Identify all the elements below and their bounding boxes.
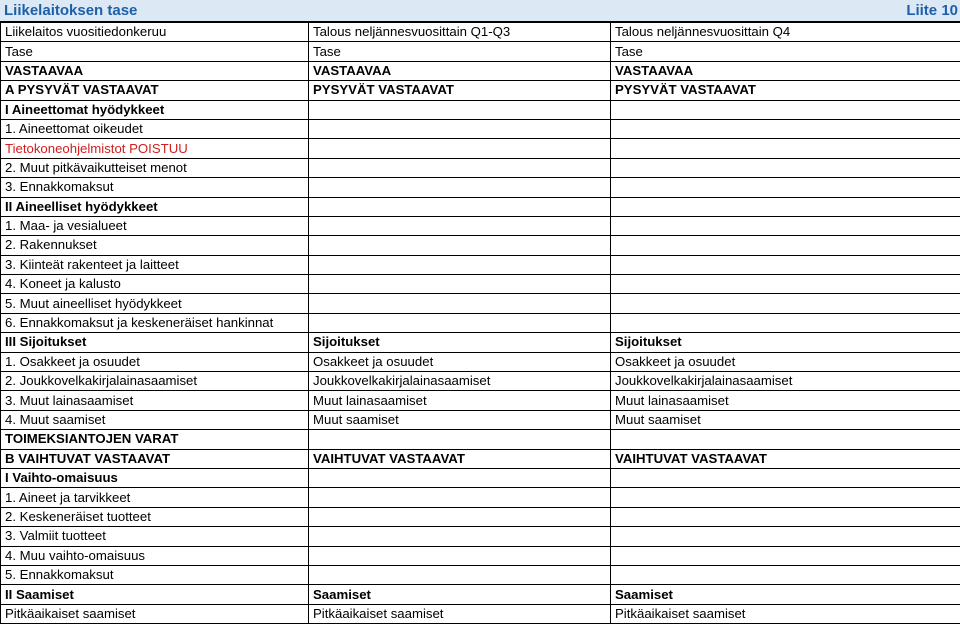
table-row xyxy=(1,430,960,449)
table-cell[interactable] xyxy=(309,119,611,138)
table-cell[interactable]: Talous neljännesvuosittain Q4 xyxy=(611,23,960,42)
table-cell[interactable]: 4. Koneet ja kalusto xyxy=(1,275,309,294)
table-cell[interactable]: Osakkeet ja osuudet xyxy=(309,352,611,371)
table-cell[interactable]: 3. Muut lainasaamiset xyxy=(1,391,309,410)
table-cell[interactable]: I Aineettomat hyödykkeet xyxy=(1,100,309,119)
table-row xyxy=(1,391,960,410)
table-cell[interactable] xyxy=(309,294,611,313)
table-cell[interactable]: Tase xyxy=(309,42,611,61)
table-cell[interactable] xyxy=(611,468,960,487)
table-cell[interactable]: Muut lainasaamiset xyxy=(309,391,611,410)
table-cell[interactable]: 4. Muu vaihto-omaisuus xyxy=(1,546,309,565)
table-row xyxy=(1,468,960,487)
table-cell[interactable] xyxy=(309,507,611,526)
table-cell[interactable]: 1. Aineet ja tarvikkeet xyxy=(1,488,309,507)
table-row xyxy=(1,604,960,623)
table-cell[interactable]: Pitkäaikaiset saamiset xyxy=(1,604,309,623)
table-cell[interactable]: VAIHTUVAT VASTAAVAT xyxy=(611,449,960,468)
table-row xyxy=(1,488,960,507)
table-cell[interactable]: 1. Maa- ja vesialueet xyxy=(1,216,309,235)
table-cell[interactable]: Sijoitukset xyxy=(309,333,611,352)
table-cell[interactable]: 3. Ennakkomaksut xyxy=(1,178,309,197)
table-row xyxy=(1,81,960,100)
table-cell[interactable]: 5. Muut aineelliset hyödykkeet xyxy=(1,294,309,313)
table-cell[interactable] xyxy=(611,100,960,119)
table-cell[interactable]: 2. Joukkovelkakirjalainasaamiset xyxy=(1,372,309,391)
table-row xyxy=(1,178,960,197)
table-row xyxy=(1,42,960,61)
table-cell[interactable] xyxy=(309,139,611,158)
table-cell[interactable]: II Saamiset xyxy=(1,585,309,604)
table-row xyxy=(1,352,960,371)
table-row xyxy=(1,197,960,216)
table-row xyxy=(1,100,960,119)
balance-sheet-table xyxy=(0,22,960,624)
table-cell[interactable] xyxy=(611,236,960,255)
table-row xyxy=(1,372,960,391)
table-cell[interactable]: Joukkovelkakirjalainasaamiset xyxy=(611,372,960,391)
table-body xyxy=(1,23,960,624)
table-row xyxy=(1,546,960,565)
table-row xyxy=(1,158,960,177)
table-row xyxy=(1,275,960,294)
table-cell[interactable] xyxy=(611,158,960,177)
table-cell[interactable] xyxy=(309,236,611,255)
table-row xyxy=(1,119,960,138)
table-cell[interactable] xyxy=(309,488,611,507)
table-cell[interactable]: Pitkäaikaiset saamiset xyxy=(309,604,611,623)
table-row xyxy=(1,23,960,42)
table-row xyxy=(1,236,960,255)
table-row xyxy=(1,410,960,429)
table-cell[interactable]: Talous neljännesvuosittain Q1-Q3 xyxy=(309,23,611,42)
table-cell[interactable]: 1. Aineettomat oikeudet xyxy=(1,119,309,138)
table-cell[interactable] xyxy=(611,294,960,313)
table-cell[interactable]: Joukkovelkakirjalainasaamiset xyxy=(309,372,611,391)
table-row xyxy=(1,565,960,584)
table-cell[interactable]: Pitkäaikaiset saamiset xyxy=(611,604,960,623)
sheet-header xyxy=(0,0,960,22)
table-row xyxy=(1,139,960,158)
table-cell[interactable] xyxy=(611,178,960,197)
sheet-title: Liikelaitoksen tase xyxy=(4,2,138,19)
table-cell[interactable] xyxy=(309,313,611,332)
table-cell[interactable]: B VAIHTUVAT VASTAAVAT xyxy=(1,449,309,468)
table-cell[interactable] xyxy=(611,275,960,294)
table-cell[interactable]: Liikelaitos vuositiedonkeruu xyxy=(1,23,309,42)
table-cell[interactable] xyxy=(309,546,611,565)
table-cell[interactable]: VASTAAVAA xyxy=(611,61,960,80)
table-row xyxy=(1,313,960,332)
table-cell[interactable]: 6. Ennakkomaksut ja keskeneräiset hankinnat xyxy=(1,313,309,332)
table-cell[interactable]: Muut saamiset xyxy=(309,410,611,429)
table-row xyxy=(1,585,960,604)
table-cell[interactable]: 3. Valmiit tuotteet xyxy=(1,527,309,546)
table-cell[interactable] xyxy=(611,313,960,332)
table-cell[interactable] xyxy=(611,527,960,546)
table-cell[interactable]: A PYSYVÄT VASTAAVAT xyxy=(1,81,309,100)
table-cell[interactable]: PYSYVÄT VASTAAVAT xyxy=(309,81,611,100)
table-row xyxy=(1,216,960,235)
table-cell[interactable]: PYSYVÄT VASTAAVAT xyxy=(611,81,960,100)
table-cell[interactable] xyxy=(309,178,611,197)
table-row xyxy=(1,255,960,274)
table-cell[interactable]: 2. Muut pitkävaikutteiset menot xyxy=(1,158,309,177)
table-row xyxy=(1,507,960,526)
table-cell[interactable]: Osakkeet ja osuudet xyxy=(611,352,960,371)
table-cell[interactable]: VASTAAVAA xyxy=(309,61,611,80)
table-cell[interactable]: Muut lainasaamiset xyxy=(611,391,960,410)
table-cell[interactable]: III Sijoitukset xyxy=(1,333,309,352)
table-cell[interactable] xyxy=(611,546,960,565)
table-cell[interactable] xyxy=(309,100,611,119)
table-cell[interactable] xyxy=(309,275,611,294)
table-row xyxy=(1,449,960,468)
table-cell[interactable] xyxy=(611,565,960,584)
table-cell[interactable]: VASTAAVAA xyxy=(1,61,309,80)
table-cell[interactable]: TOIMEKSIANTOJEN VARAT xyxy=(1,430,309,449)
table-cell[interactable] xyxy=(309,255,611,274)
table-cell[interactable] xyxy=(309,197,611,216)
table-cell[interactable]: Tase xyxy=(1,42,309,61)
table-cell[interactable] xyxy=(611,216,960,235)
table-cell[interactable]: 1. Osakkeet ja osuudet xyxy=(1,352,309,371)
table-cell[interactable]: 4. Muut saamiset xyxy=(1,410,309,429)
table-cell[interactable]: Tietokoneohjelmistot POISTUU xyxy=(1,139,309,158)
table-cell[interactable]: Saamiset xyxy=(611,585,960,604)
table-cell[interactable]: 2. Keskeneräiset tuotteet xyxy=(1,507,309,526)
table-cell[interactable] xyxy=(611,255,960,274)
table-cell[interactable]: II Aineelliset hyödykkeet xyxy=(1,197,309,216)
table-cell[interactable] xyxy=(309,565,611,584)
table-cell[interactable]: VAIHTUVAT VASTAAVAT xyxy=(309,449,611,468)
table-cell[interactable] xyxy=(309,158,611,177)
table-cell[interactable] xyxy=(611,488,960,507)
table-cell[interactable] xyxy=(309,430,611,449)
table-cell[interactable] xyxy=(611,119,960,138)
table-row xyxy=(1,527,960,546)
table-cell[interactable] xyxy=(611,507,960,526)
table-cell[interactable] xyxy=(309,468,611,487)
table-cell[interactable]: I Vaihto-omaisuus xyxy=(1,468,309,487)
table-cell[interactable]: Muut saamiset xyxy=(611,410,960,429)
table-cell[interactable]: Tase xyxy=(611,42,960,61)
appendix-label: Liite 10 xyxy=(906,2,958,19)
table-cell[interactable] xyxy=(611,430,960,449)
table-cell[interactable] xyxy=(611,139,960,158)
table-row xyxy=(1,294,960,313)
table-cell[interactable]: 5. Ennakkomaksut xyxy=(1,565,309,584)
table-cell[interactable] xyxy=(309,527,611,546)
table-cell[interactable]: 3. Kiinteät rakenteet ja laitteet xyxy=(1,255,309,274)
table-row xyxy=(1,333,960,352)
table-cell[interactable]: 2. Rakennukset xyxy=(1,236,309,255)
table-cell[interactable] xyxy=(309,216,611,235)
table-cell[interactable]: Sijoitukset xyxy=(611,333,960,352)
table-row xyxy=(1,61,960,80)
table-cell[interactable]: Saamiset xyxy=(309,585,611,604)
table-cell[interactable] xyxy=(611,197,960,216)
